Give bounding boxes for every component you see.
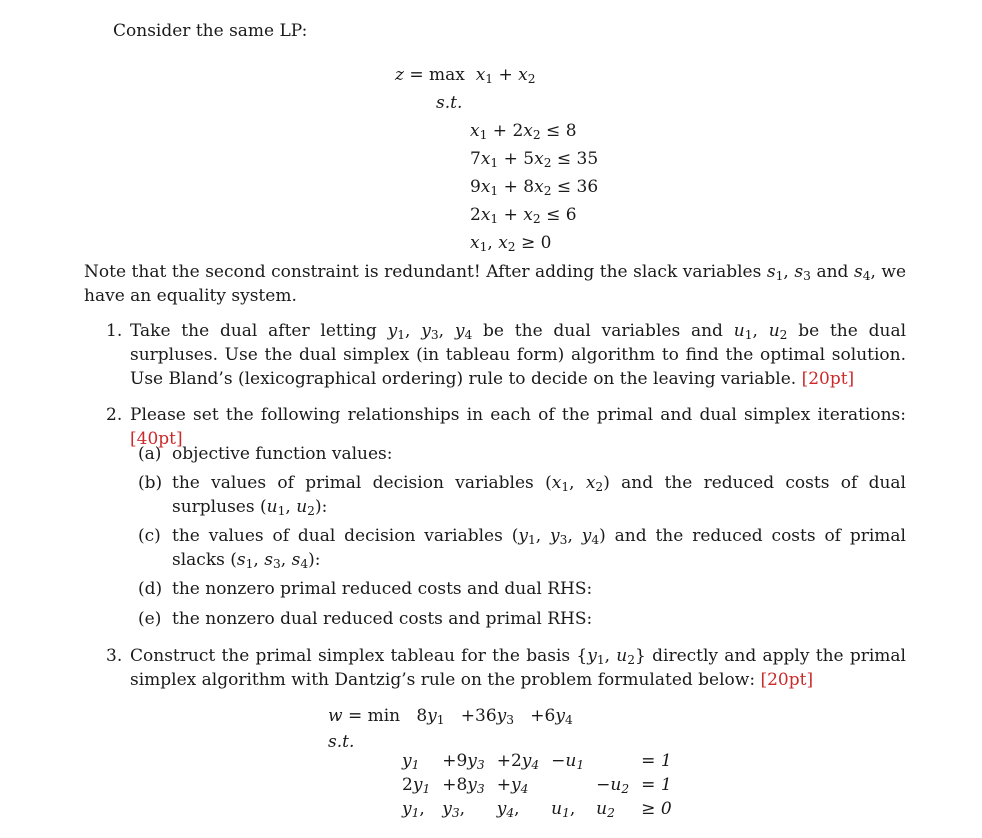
intro-text: Consider the same LP: bbox=[113, 21, 308, 41]
q2-points: [40pt] bbox=[130, 428, 183, 449]
constraint-4: $2x_1 + x_2 \le 6$ bbox=[470, 205, 577, 227]
note-paragraph: Note that the second constraint is redundant! After adding the slack variables $s_1$, $s_3$ and $s_4$, we have an equality system. bbox=[84, 262, 907, 306]
objective-variable: z bbox=[395, 65, 404, 85]
constraint-3: $9x_1 + 8x_2 \le 36$ bbox=[470, 177, 599, 199]
q2-text: Please set the following relationships in each of the primal and dual simplex iterations: [40pt] bbox=[130, 405, 906, 449]
dual-objective: $w = \min 8y_1 +36y_3 +6y_4$ bbox=[328, 706, 573, 728]
q2d-label: (d) bbox=[138, 579, 163, 599]
lp-objective: $z = \max x_1 + x_2$ bbox=[395, 65, 536, 87]
constraint-2: $7x_1 + 5x_2 \le 35$ bbox=[470, 149, 599, 171]
dual-row-nonneg: $y_1$, $y_3$, $y_4$, $u_1$, $u_2$ ≥ 0 bbox=[402, 799, 672, 821]
q3-number: 3. bbox=[106, 646, 123, 666]
q2c-text: the values of dual decision variables ($y_1$, $y_3$, $y_4$) and the reduced costs of primal slacks ($s_1$, $s_3$, $s_4$): bbox=[172, 526, 906, 571]
q2e-label: (e) bbox=[138, 609, 162, 629]
q1-points: [20pt] bbox=[801, 368, 855, 389]
dual-row-2: $2y_1$ $+8y_3$ $+y_4$ $-u_2$ = 1 bbox=[402, 775, 672, 797]
q2b-label: (b) bbox=[138, 473, 163, 493]
objective-equals: = bbox=[409, 65, 424, 85]
q2c-label: (c) bbox=[138, 526, 161, 546]
dual-row-1: $y_1$ $+9y_3$ $+2y_4$ $-u_1$ = 1 bbox=[402, 751, 672, 773]
dual-constraints bbox=[396, 750, 678, 822]
q2a-label: (a) bbox=[138, 444, 162, 464]
q2a-text: objective function values: bbox=[172, 444, 393, 464]
q3-points: [20pt] bbox=[760, 669, 814, 690]
q3-text: Construct the primal simplex tableau for the basis {$y_1$, $u_2$} directly and apply the primal simplex algorithm with Dantzig’s rule on the problem formulated below: [20pt] bbox=[130, 646, 906, 690]
q2d-text: the nonzero primal reduced costs and dual RHS: bbox=[172, 579, 593, 599]
q2b-text: the values of primal decision variables ($x_1$, $x_2$) and the reduced costs of dual surpluses ($u_1$, $u_2$): bbox=[172, 473, 906, 518]
q2-number: 2. bbox=[106, 405, 123, 425]
constraint-1: $x_1 + 2x_2 \le 8$ bbox=[470, 121, 577, 143]
lp-st-label: s.t. bbox=[436, 93, 463, 113]
q1-text: Take the dual after letting $y_1$, $y_3$, $y_4$ be the dual variables and $u_1$, $u_2$ be the dual surpluses. Use the dual simplex (in tableau form) algorithm to find the optimal solution. Use Bland’s (lexicographical ordering) rule to decide on the leaving variable. [20pt] bbox=[130, 321, 907, 389]
nonnegativity-constraint: $x_1$, $x_2 \ge 0$ bbox=[470, 233, 552, 255]
q1-number: 1. bbox=[106, 321, 123, 341]
q2e-text: the nonzero dual reduced costs and primal RHS: bbox=[172, 609, 593, 629]
dual-st-label: s.t. bbox=[328, 732, 355, 752]
objective-max: max bbox=[429, 65, 465, 85]
